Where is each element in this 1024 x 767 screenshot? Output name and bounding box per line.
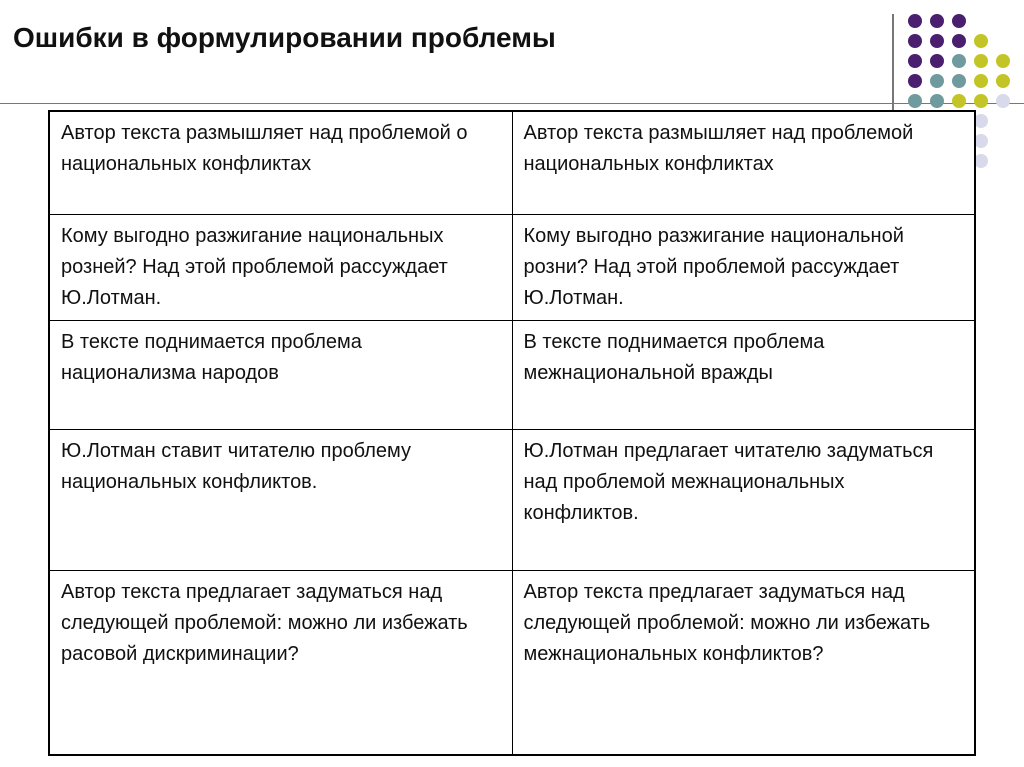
decorative-dot	[952, 54, 966, 68]
decorative-dot	[930, 54, 944, 68]
correct-formulation-cell: Ю.Лотман предлагает читателю задуматься над проблемой межнациональных конфликтов.	[512, 429, 975, 570]
decorative-dot	[930, 74, 944, 88]
decorative-dot	[930, 94, 944, 108]
correct-formulation-cell: Автор текста предлагает задуматься над следующей проблемой: можно ли избежать межнациональных конфликтов?	[512, 570, 975, 755]
decorative-dot	[996, 74, 1010, 88]
decorative-dot	[908, 14, 922, 28]
comparison-table	[48, 110, 976, 756]
decorative-dot	[974, 74, 988, 88]
decorative-horizontal-line	[0, 103, 1024, 104]
decorative-dot	[908, 34, 922, 48]
wrong-formulation-cell: Автор текста размышляет над проблемой о национальных конфликтах	[49, 111, 512, 214]
decorative-dot	[996, 94, 1010, 108]
decorative-dot	[952, 74, 966, 88]
decorative-dot	[996, 54, 1010, 68]
decorative-dot	[974, 34, 988, 48]
table-row	[49, 570, 975, 755]
decorative-dot	[952, 14, 966, 28]
decorative-dot	[952, 34, 966, 48]
table-row	[49, 214, 975, 320]
decorative-dot	[908, 74, 922, 88]
decorative-dot	[908, 54, 922, 68]
wrong-formulation-cell: Автор текста предлагает задуматься над следующей проблемой: можно ли избежать расовой дискриминации?	[49, 570, 512, 755]
table-row	[49, 429, 975, 570]
decorative-dot	[930, 14, 944, 28]
correct-formulation-cell: Кому выгодно разжигание национальной розни? Над этой проблемой рассуждает Ю.Лотман.	[512, 214, 975, 320]
slide-title: Ошибки в формулировании проблемы	[13, 22, 556, 53]
correct-formulation-cell: В тексте поднимается проблема межнациональной вражды	[512, 320, 975, 429]
decorative-dot	[974, 154, 988, 168]
table-row	[49, 111, 975, 214]
decorative-dot	[930, 34, 944, 48]
decorative-dot	[974, 94, 988, 108]
decorative-dot	[952, 94, 966, 108]
wrong-formulation-cell: В тексте поднимается проблема национализма народов	[49, 320, 512, 429]
decorative-dot	[974, 54, 988, 68]
decorative-dot	[908, 94, 922, 108]
correct-formulation-cell: Автор текста размышляет над проблемой национальных конфликтах	[512, 111, 975, 214]
table-row	[49, 320, 975, 429]
decorative-dot	[974, 134, 988, 148]
wrong-formulation-cell: Кому выгодно разжигание национальных розней? Над этой проблемой рассуждает Ю.Лотман.	[49, 214, 512, 320]
decorative-dot	[974, 114, 988, 128]
wrong-formulation-cell: Ю.Лотман ставит читателю проблему национальных конфликтов.	[49, 429, 512, 570]
